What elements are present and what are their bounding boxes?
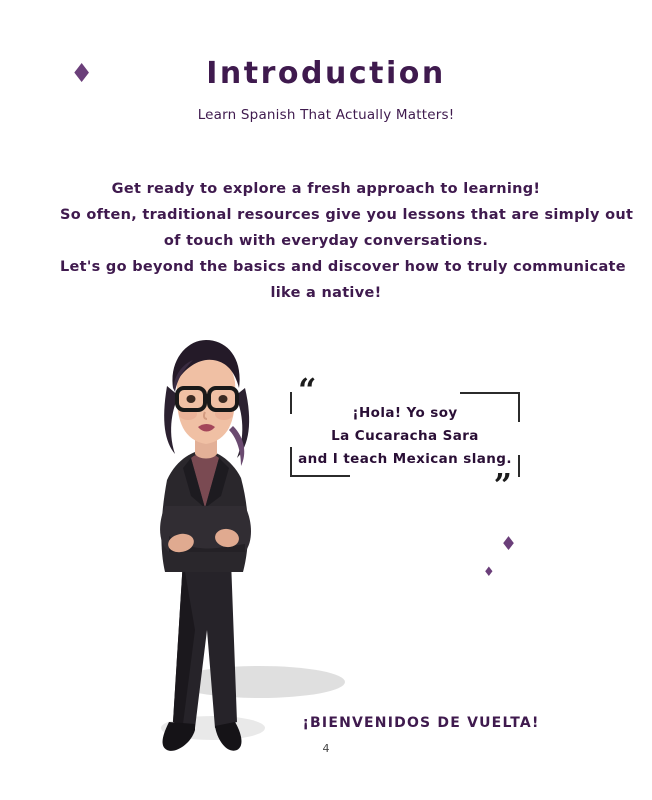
intro-line-4: Let's go beyond the basics and discover how to truly communicate [60, 259, 626, 275]
quote-border-top-right-vertical [518, 392, 520, 422]
page-title: Introduction [206, 56, 446, 91]
quote-line-3: and I teach Mexican slang. [298, 451, 512, 467]
diamond-icon-right-1: ♦ [500, 533, 518, 555]
intro-line-3: of touch with everyday conversations. [163, 233, 489, 249]
intro-line-1: Get ready to explore a fresh approach to learning! [111, 181, 541, 197]
diamond-icon-top: ♦ [70, 59, 94, 89]
quote-line-2: La Cucaracha Sara [331, 428, 479, 444]
intro-paragraph [60, 176, 634, 306]
quote-border-top-right-horizontal [460, 392, 520, 394]
quote-close-mark: ” [493, 466, 512, 504]
quote-line-1: ¡Hola! Yo soy [352, 405, 458, 421]
quote-callout [290, 371, 520, 504]
footer-welcome-text: ¡BIENVENIDOS DE VUELTA! [302, 715, 540, 731]
quote-open-mark: “ [298, 371, 317, 409]
intro-line-5: like a native! [270, 285, 382, 301]
quote-text [296, 402, 514, 471]
quote-border-bottom-left-vertical [290, 447, 292, 477]
quote-border-bottom-left-horizontal [290, 475, 350, 477]
quote-border-bottom-right-vertical [518, 455, 520, 477]
diamond-icon-right-2: ♦ [483, 565, 495, 580]
page-subtitle: Learn Spanish That Actually Matters! [197, 107, 455, 123]
page-number: 4 [322, 742, 330, 755]
intro-line-2: So often, traditional resources give you lessons that are simply out [60, 207, 634, 223]
quote-border-top-left-vertical [290, 392, 292, 414]
